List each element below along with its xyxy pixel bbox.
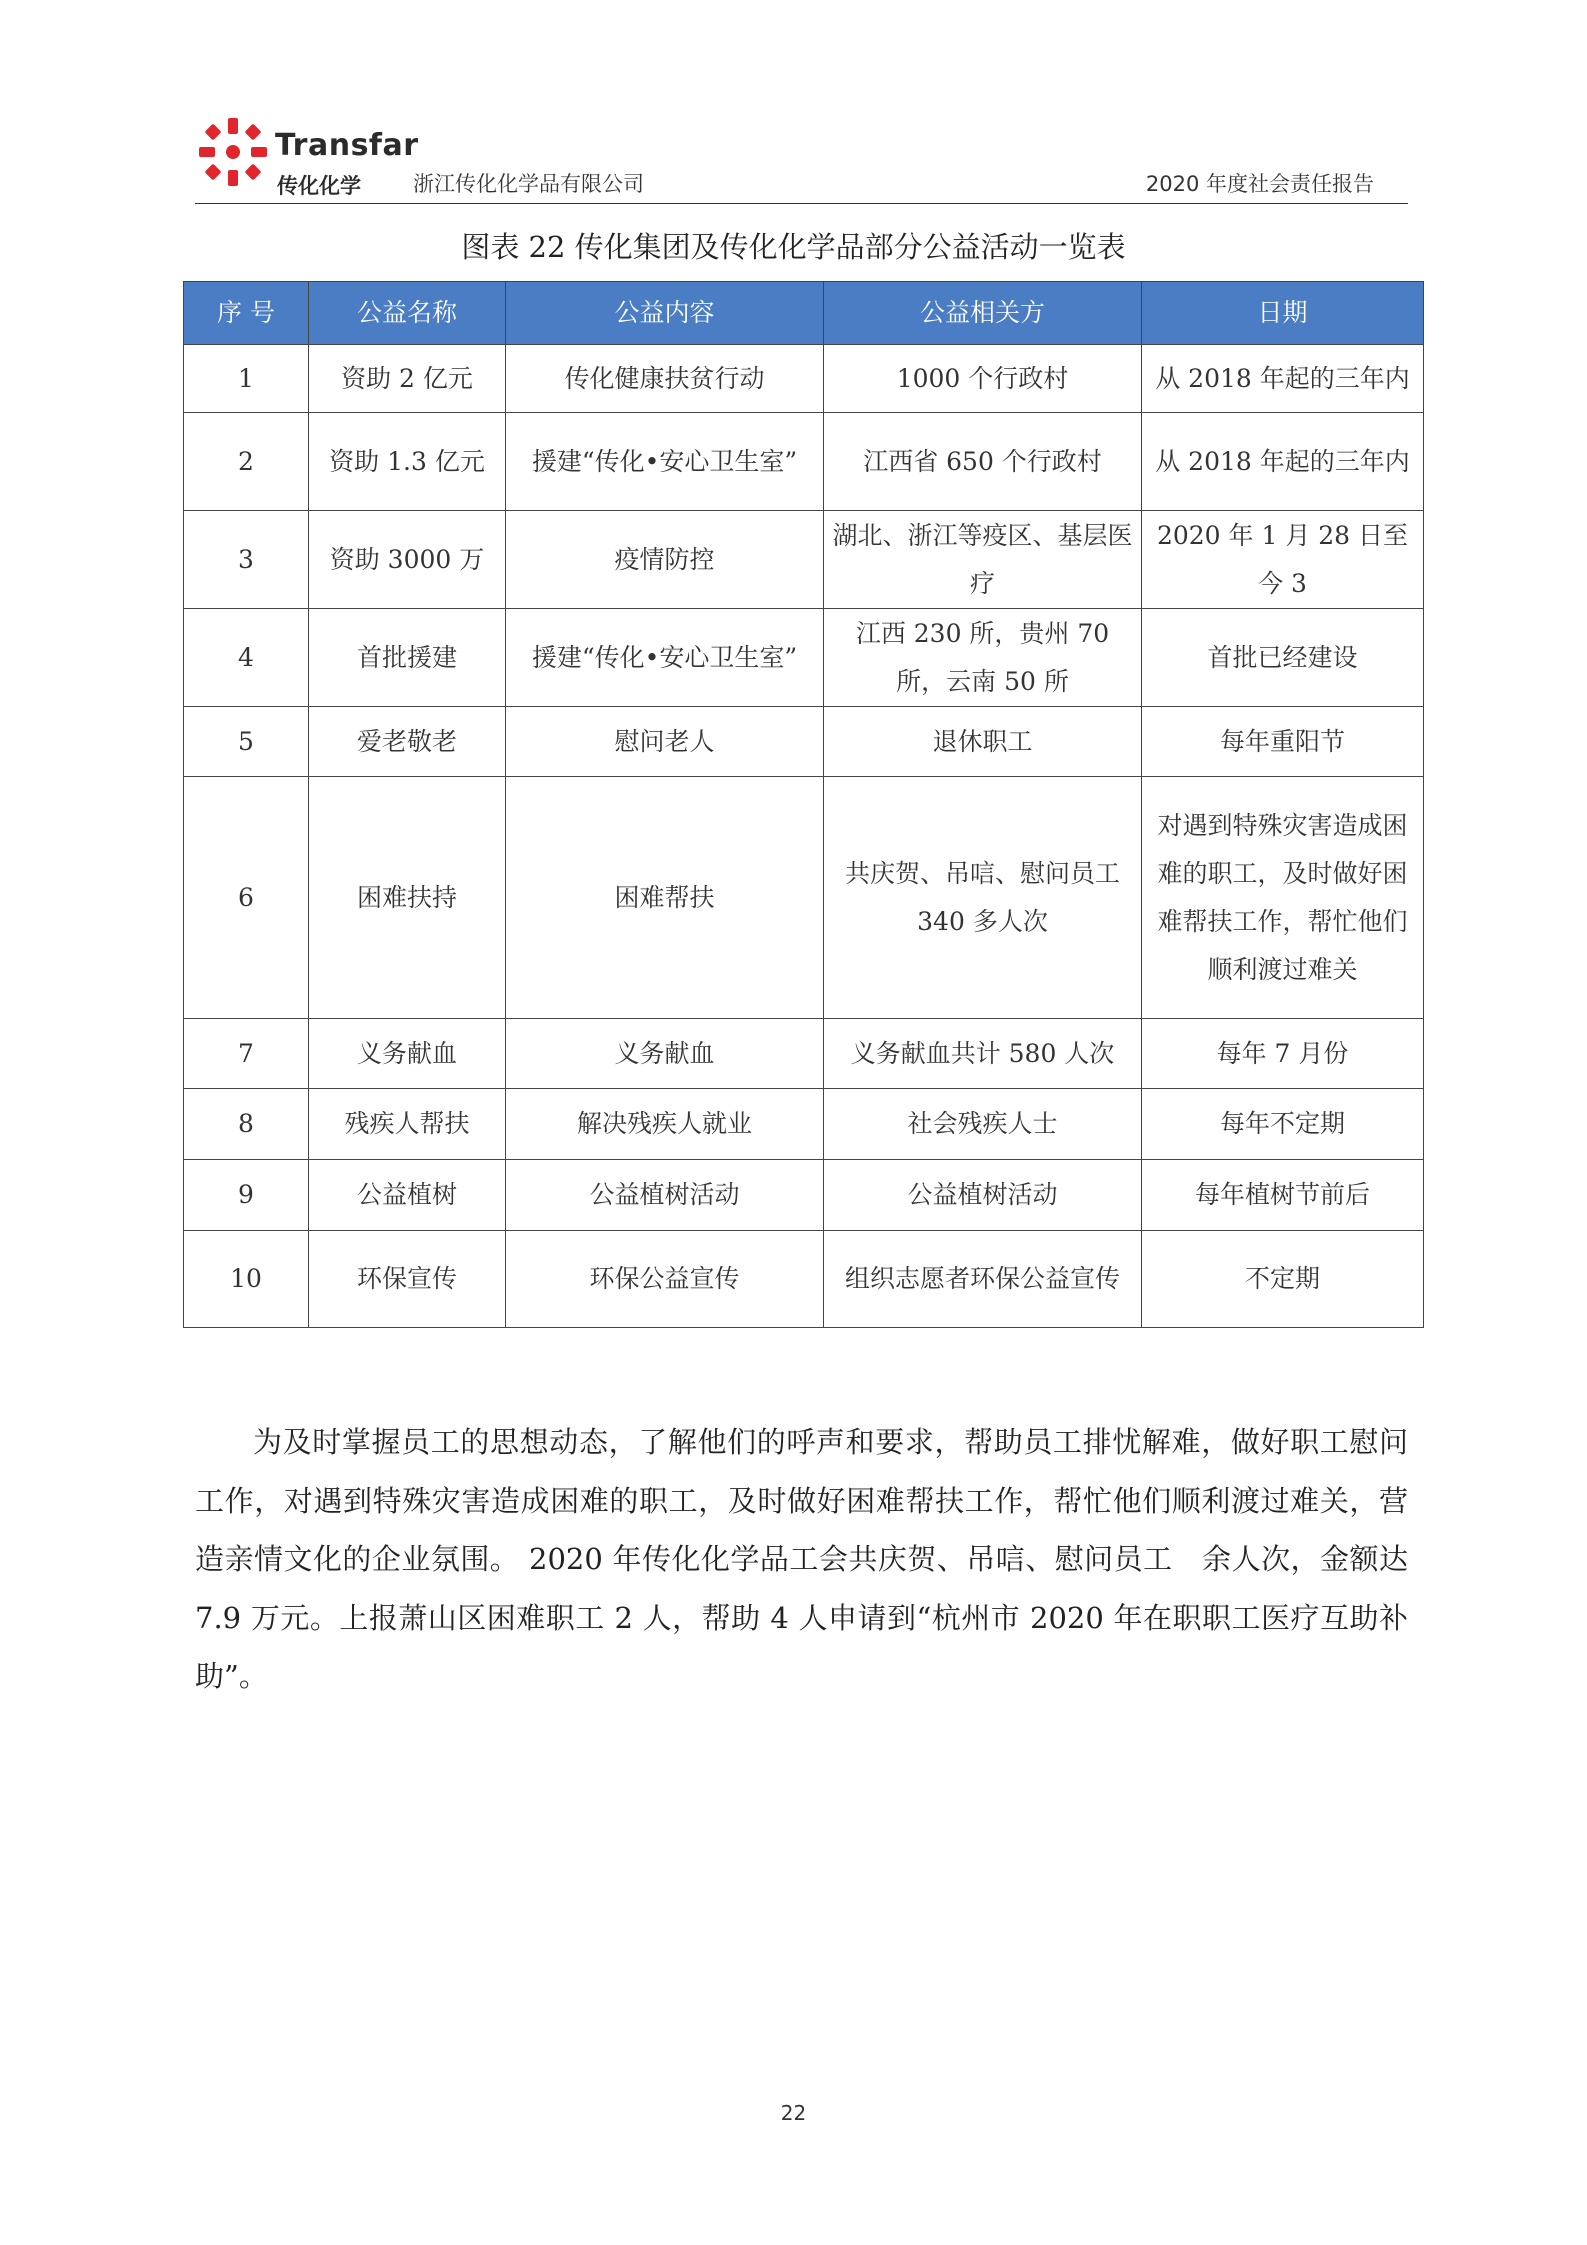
cell-content: 环保公益宣传 xyxy=(506,1231,824,1328)
table-row xyxy=(184,345,1424,413)
cell-party: 公益植树活动 xyxy=(824,1160,1142,1231)
charity-activities-table xyxy=(183,281,1424,1328)
cell-party: 江西 230 所，贵州 70 所，云南 50 所 xyxy=(824,609,1142,707)
company-name: 浙江传化化学品有限公司 xyxy=(413,172,644,196)
cell-content: 传化健康扶贫行动 xyxy=(506,345,824,413)
cell-content: 援建“传化•安心卫生室” xyxy=(506,609,824,707)
cell-content: 疫情防控 xyxy=(506,511,824,609)
cell-name: 义务献血 xyxy=(309,1019,506,1089)
table-row xyxy=(184,1019,1424,1089)
cell-party: 共庆贺、吊唁、慰问员工 340 多人次 xyxy=(824,777,1142,1019)
cell-name: 环保宣传 xyxy=(309,1231,506,1328)
cell-date: 从 2018 年起的三年内 xyxy=(1142,345,1424,413)
cell-name: 爱老敬老 xyxy=(309,707,506,777)
cell-content: 义务献血 xyxy=(506,1019,824,1089)
cell-content: 困难帮扶 xyxy=(506,777,824,1019)
report-title: 2020 年度社会责任报告 xyxy=(1145,172,1374,196)
cell-date: 不定期 xyxy=(1142,1231,1424,1328)
cell-name: 残疾人帮扶 xyxy=(309,1089,506,1160)
cell-party: 退休职工 xyxy=(824,707,1142,777)
cell-content: 援建“传化•安心卫生室” xyxy=(506,413,824,511)
page-header xyxy=(195,108,1408,204)
table-header-row xyxy=(184,282,1424,345)
page-number: 22 xyxy=(780,2101,807,2125)
table-row xyxy=(184,1231,1424,1328)
table-caption: 图表 22 传化集团及传化化学品部分公益活动一览表 xyxy=(461,230,1126,264)
cell-party: 义务献血共计 580 人次 xyxy=(824,1019,1142,1089)
column-header-content: 公益内容 xyxy=(506,282,824,345)
cell-date: 每年重阳节 xyxy=(1142,707,1424,777)
cell-no: 5 xyxy=(184,707,309,777)
cell-no: 4 xyxy=(184,609,309,707)
logo-text-en: Transfar xyxy=(275,128,419,163)
cell-name: 资助 1.3 亿元 xyxy=(309,413,506,511)
cell-name: 困难扶持 xyxy=(309,777,506,1019)
table-row xyxy=(184,707,1424,777)
cell-party: 组织志愿者环保公益宣传 xyxy=(824,1231,1142,1328)
cell-date: 从 2018 年起的三年内 xyxy=(1142,413,1424,511)
column-header-party: 公益相关方 xyxy=(824,282,1142,345)
cell-name: 资助 3000 万 xyxy=(309,511,506,609)
cell-party: 江西省 650 个行政村 xyxy=(824,413,1142,511)
table-row xyxy=(184,413,1424,511)
column-header-no: 序 号 xyxy=(184,282,309,345)
cell-date: 对遇到特殊灾害造成困难的职工，及时做好困难帮扶工作，帮忙他们顺利渡过难关 xyxy=(1142,777,1424,1019)
cell-no: 9 xyxy=(184,1160,309,1231)
cell-no: 6 xyxy=(184,777,309,1019)
cell-no: 3 xyxy=(184,511,309,609)
table-row xyxy=(184,777,1424,1019)
logo-text-cn: 传化化学 xyxy=(277,174,361,198)
cell-no: 1 xyxy=(184,345,309,413)
cell-content: 公益植树活动 xyxy=(506,1160,824,1231)
cell-no: 10 xyxy=(184,1231,309,1328)
cell-date: 每年不定期 xyxy=(1142,1089,1424,1160)
table-row xyxy=(184,609,1424,707)
cell-content: 解决残疾人就业 xyxy=(506,1089,824,1160)
column-header-date: 日期 xyxy=(1142,282,1424,345)
cell-name: 资助 2 亿元 xyxy=(309,345,506,413)
cell-party: 社会残疾人士 xyxy=(824,1089,1142,1160)
cell-date: 首批已经建设 xyxy=(1142,609,1424,707)
column-header-name: 公益名称 xyxy=(309,282,506,345)
cell-name: 首批援建 xyxy=(309,609,506,707)
cell-date: 2020 年 1 月 28 日至今 3 xyxy=(1142,511,1424,609)
table-row xyxy=(184,1089,1424,1160)
cell-party: 1000 个行政村 xyxy=(824,345,1142,413)
cell-no: 7 xyxy=(184,1019,309,1089)
transfar-logo-icon xyxy=(195,114,271,190)
cell-party: 湖北、浙江等疫区、基层医疗 xyxy=(824,511,1142,609)
cell-name: 公益植树 xyxy=(309,1160,506,1231)
table-row xyxy=(184,511,1424,609)
cell-no: 8 xyxy=(184,1089,309,1160)
transfar-logo xyxy=(195,114,425,198)
cell-date: 每年 7 月份 xyxy=(1142,1019,1424,1089)
cell-date: 每年植树节前后 xyxy=(1142,1160,1424,1231)
body-paragraph: 为及时掌握员工的思想动态，了解他们的呼声和要求，帮助员工排忧解难，做好职工慰问工作，对遇到特殊灾害造成困难的职工，及时做好困难帮扶工作，帮忙他们顺利渡过难关，营造亲情文化的企业氛围。 2020 年传化化学品工会共庆贺、吊唁、慰问员工 余人次，金额达 7.9 万元。上报萧山区困难职工 2 人，帮助 4 人申请到“杭州市 2020 年在职职工医疗互助补助”。 xyxy=(195,1425,1408,1693)
table-row xyxy=(184,1160,1424,1231)
cell-no: 2 xyxy=(184,413,309,511)
cell-content: 慰问老人 xyxy=(506,707,824,777)
